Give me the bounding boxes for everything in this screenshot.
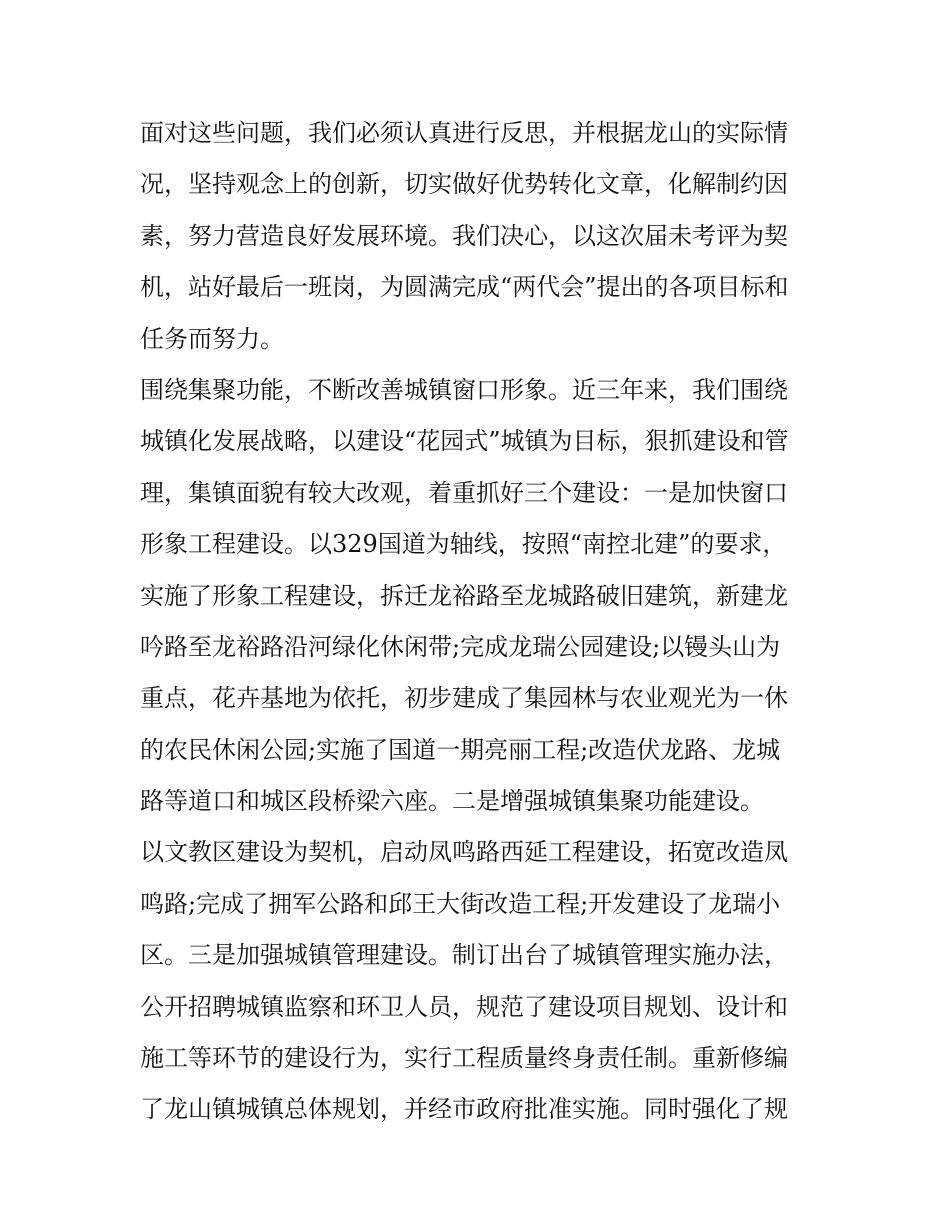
- text-line: 施工等环节的建设行为，实行工程质量终身责任制。重新修编: [140, 1044, 788, 1073]
- text-line: 以文教区建设为契机，启动凤鸣路西延工程建设，拓宽改造凤: [140, 838, 788, 867]
- text-line: 机，站好最后一班岗，为圆满完成“两代会”提出的各项目标和: [140, 273, 789, 302]
- text-line: 实施了形象工程建设，拆迁龙裕路至龙城路破旧建筑，新建龙: [140, 581, 788, 610]
- text-line: 城镇化发展战略，以建设“花园式”城镇为目标，狠抓建设和管: [140, 427, 789, 456]
- text-line: 区。三是加强城镇管理建设。制订出台了城镇管理实施办法，: [140, 941, 788, 970]
- text-line: 面对这些问题，我们必须认真进行反思，并根据龙山的实际情: [140, 119, 788, 147]
- text-line: 任务而努力。: [140, 324, 284, 353]
- body-text: [140, 108, 820, 1136]
- text-line: 重点，花卉基地为依托，初步建成了集园林与农业观光为一休: [140, 684, 788, 713]
- text-line: 鸣路;完成了拥军公路和邱王大街改造工程;开发建设了龙瑞小: [140, 889, 781, 918]
- text-line: 素，努力营造良好发展环境。我们决心，以这次届未考评为契: [140, 221, 788, 250]
- text-line: 围绕集聚功能，不断改善城镇窗口形象。近三年来，我们围绕: [140, 375, 788, 404]
- text-line: 况，坚持观念上的创新，切实做好优势转化文章，化解制约因: [140, 170, 788, 199]
- text-line: 形象工程建设。以329国道为轴线，按照“南控北建”的要求，: [140, 530, 787, 559]
- text-line: 吟路至龙裕路沿河绿化休闲带;完成龙瑞公园建设;以镘头山为: [140, 632, 781, 661]
- text-line: 公开招聘城镇监察和环卫人员，规范了建设项目规划、设计和: [140, 992, 788, 1021]
- text-line: 理，集镇面貌有较大改观，着重抓好三个建设：一是加快窗口: [140, 478, 788, 507]
- text-line: 的农民休闲公园;实施了国道一期亮丽工程;改造伏龙路、龙城: [140, 735, 781, 764]
- text-line: 了龙山镇城镇总体规划，并经市政府批准实施。同时强化了规: [140, 1095, 788, 1124]
- text-line: 路等道口和城区段桥梁六座。二是增强城镇集聚功能建设。: [140, 787, 764, 816]
